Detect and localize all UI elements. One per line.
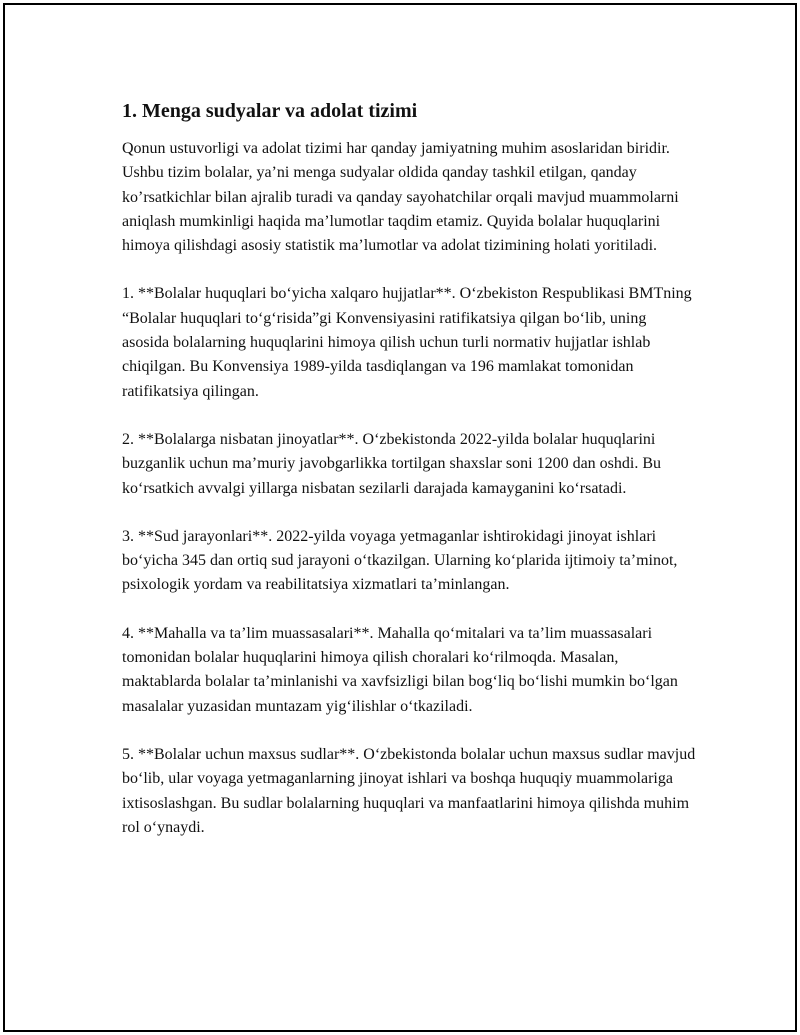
paragraph-crimes-against-children: 2. **Bolalarga nisbatan jinoyatlar**. O‘zbekistonda 2022-yilda bolalar huquqlarini buzganlik uchun ma’muriy javobgarlikka tortilgan shaxslar soni 1200 dan oshdi. Bu ko‘rsatkich avvalgi yillarga nisbatan sezilarli darajada kamayganini ko‘rsatadi. [122, 430, 662, 497]
page-border [3, 3, 797, 1032]
paragraph-international-documents: 1. **Bolalar huquqlari bo‘yicha xalqaro hujjatlar**. O‘zbekiston Respublikasi BMTning “Bolalar huquqlari to‘g‘risida”gi Konvensiyasini ratifikatsiya qilgan bo‘lib, uning asosida bolalarning huquqlarini himoya qilish uchun turli normativ hujjatlar ishlab chiqilgan. Bu Konvensiya 1989-yilda tasdiqlangan va 196 mamlakat tomonidan ratifikatsiya qilingan. [122, 285, 692, 400]
paragraph-special-courts: 5. **Bolalar uchun maxsus sudlar**. O‘zbekistonda bolalar uchun maxsus sudlar mavjud bo‘lib, ular voyaga yetmaganlarning jinoyat ishlari va boshqa huquqiy muammolariga ixtisoslashgan. Bu sudlar bolalarning huquqlari va manfaatlarini himoya qilishda muhim rol o‘ynaydi. [122, 745, 696, 836]
document-content [122, 97, 697, 840]
section-title: 1. Menga sudyalar va adolat tizimi [122, 100, 418, 122]
paragraph-mahalla-education: 4. **Mahalla va ta’lim muassasalari**. Mahalla qo‘mitalari va ta’lim muassasalari tomonidan bolalar huquqlarini himoya qilish choralari ko‘rilmoqda. Masalan, maktablarda bolalar ta’minlanishi va xavfsizligi bilan bog‘liq bo‘lishi mumkin bo‘lgan masalalar yuzasidan muntazam yig‘ilishlar o‘tkaziladi. [122, 624, 678, 715]
paragraph-court-proceedings: 3. **Sud jarayonlari**. 2022-yilda voyaga yetmaganlar ishtirokidagi jinoyat ishlari bo‘yicha 345 dan ortiq sud jarayoni o‘tkazilgan. Ularning ko‘plarida ijtimoiy ta’minot, psixologik yordam va reabilitatsiya xizmatlari ta’minlangan. [122, 527, 678, 594]
intro-paragraph: Qonun ustuvorligi va adolat tizimi har qanday jamiyatning muhim asoslaridan biridir. Ushbu tizim bolalar, ya’ni menga sudyalar oldida qanday tashkil etilgan, qanday ko’rsatkichlar bilan ajralib turadi va qanday sayohatchilar orqali mavjud muammolarni aniqlash mumkinligi haqida ma’lumotlar taqdim etamiz. Quyida bolalar huquqlarini himoya qilishdagi asosiy statistik ma’lumotlar va adolat tizimining holati yoritiladi. [122, 140, 679, 255]
